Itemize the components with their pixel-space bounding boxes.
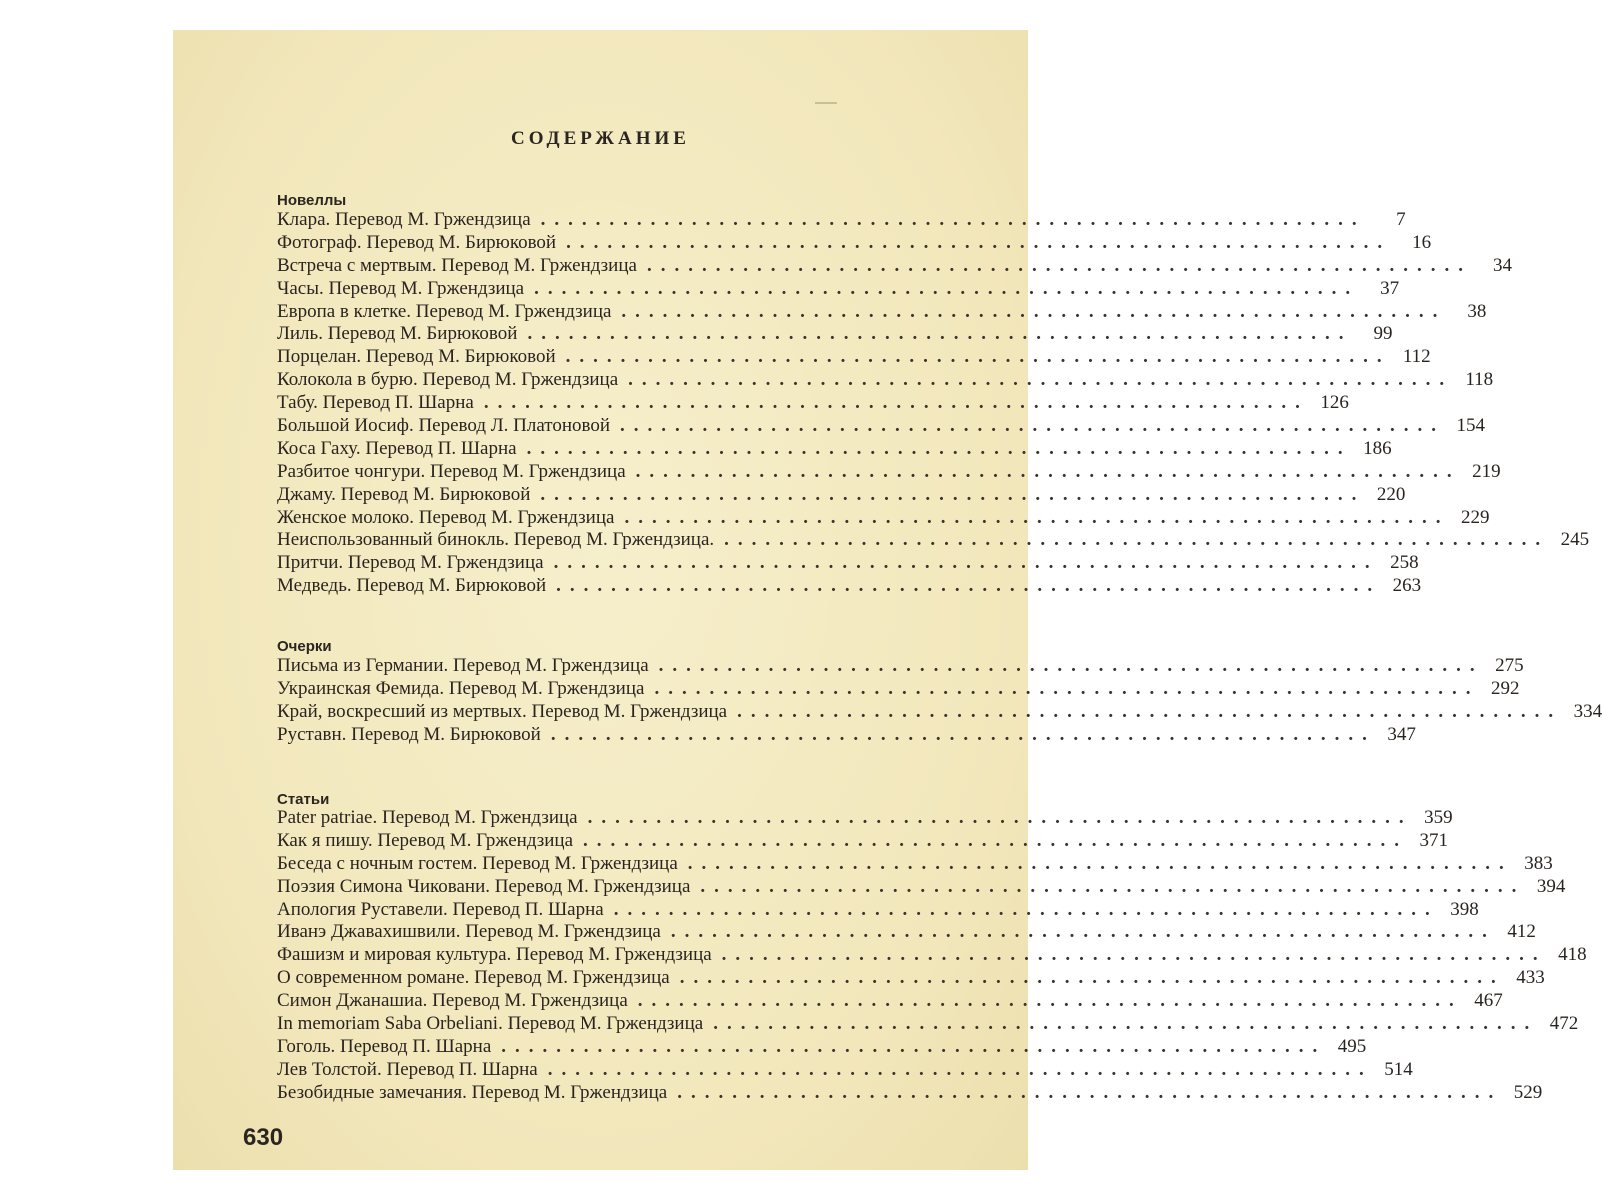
toc-entry (277, 829, 1449, 853)
toc-list-essays (277, 655, 1602, 747)
toc-entry (277, 990, 1503, 1013)
toc-entry-title: Письма из Германии. Перевод М. Гржендзица (277, 655, 649, 676)
toc-leader-dots: ............................................................ (550, 723, 1376, 745)
toc-entry-page: 418 (1558, 944, 1587, 966)
toc-entry-title: Клара. Перевод М. Гржендзица (277, 209, 531, 230)
toc-entry-page: 219 (1472, 460, 1501, 482)
section-heading-articles: Статьи (277, 791, 330, 808)
toc-entry (277, 346, 1431, 369)
toc-entry (277, 1058, 1413, 1082)
toc-entry-page: 118 (1465, 369, 1494, 391)
toc-entry-page: 16 (1412, 231, 1432, 253)
toc-leader-dots: ............................................................ (687, 852, 1513, 874)
toc-entry (277, 277, 1400, 301)
toc-entry (277, 1081, 1543, 1105)
toc-entry-title: Встреча с мертвым. Перевод М. Гржендзица (277, 254, 637, 276)
toc-entry-title: Украинская Фемида. Перевод М. Гржендзица (277, 677, 645, 699)
toc-entry-page: 245 (1560, 529, 1590, 551)
toc-entry (277, 921, 1536, 944)
toc-entry (277, 369, 1494, 392)
toc-entry-page: 220 (1376, 483, 1406, 505)
page-title: СОДЕРЖАНИЕ (511, 128, 690, 149)
toc-entry-title: Коса Гаху. Перевод П. Шарна (277, 437, 517, 459)
toc-leader-dots: ............................................................ (635, 460, 1461, 482)
toc-entry-title: Большой Иосиф. Перевод Л. Платоновой (277, 415, 611, 437)
toc-entry (277, 807, 1453, 830)
toc-entry (277, 483, 1406, 507)
toc-entry-page: 99 (1373, 323, 1393, 345)
toc-entry-title: Табу. Перевод П. Шарна (277, 392, 474, 414)
toc-leader-dots: ............................................................ (540, 209, 1366, 230)
toc-entry-title: Беседа с ночным гостем. Перевод М. Гржендзица (277, 852, 678, 874)
toc-entry-page: 258 (1390, 552, 1419, 574)
toc-entry (277, 1035, 1367, 1059)
toc-entry-title: Pater patriae. Перевод М. Гржендзица (277, 807, 578, 828)
toc-leader-dots: ............................................................ (628, 369, 1454, 391)
toc-leader-dots: ............................................................ (540, 483, 1366, 505)
toc-entry-page: 186 (1363, 437, 1392, 459)
toc-leader-dots: ............................................................ (658, 655, 1484, 676)
toc-leader-dots: ............................................................ (556, 575, 1382, 597)
toc-entry-page: 359 (1424, 807, 1453, 828)
toc-entry-title: Лиль. Перевод М. Бирюковой (277, 323, 518, 345)
toc-leader-dots: ............................................................ (624, 506, 1450, 528)
toc-entry (277, 529, 1590, 552)
toc-entry (277, 677, 1520, 701)
toc-entry-title: Край, воскресший из мертвых. Перевод М. Гржендзица (277, 700, 728, 722)
toc-leader-dots: ............................................................ (483, 392, 1309, 414)
toc-leader-dots: ............................................................ (613, 898, 1439, 920)
toc-leader-dots: ............................................................ (670, 921, 1496, 943)
toc-entry-page: 154 (1456, 415, 1486, 437)
toc-leader-dots: ............................................................ (679, 967, 1505, 989)
toc-entry-page: 7 (1396, 209, 1406, 230)
toc-entry (277, 700, 1602, 724)
toc-entry-title: Колокола в бурю. Перевод М. Гржендзица (277, 369, 619, 391)
toc-entry-title: Как я пишу. Перевод М. Гржендзица (277, 829, 574, 851)
toc-entry-page: 383 (1524, 852, 1553, 874)
toc-entry-page: 38 (1467, 300, 1487, 322)
toc-leader-dots: ............................................................ (565, 346, 1391, 368)
toc-entry-page: 529 (1513, 1081, 1543, 1103)
toc-entry-title: Гоголь. Перевод П. Шарна (277, 1035, 492, 1057)
toc-entry-title: Безобидные замечания. Перевод М. Гржендзица (277, 1081, 668, 1103)
toc-entry-page: 275 (1495, 655, 1524, 676)
toc-entry-title: Апология Руставели. Перевод П. Шарна (277, 898, 604, 920)
toc-leader-dots: ............................................................ (621, 300, 1447, 322)
toc-entry (277, 323, 1393, 346)
toc-leader-dots: ............................................................ (553, 552, 1379, 574)
toc-entry (277, 415, 1486, 438)
toc-entry-page: 398 (1450, 898, 1479, 920)
toc-entry (277, 655, 1524, 678)
toc-entry-title: In memoriam Saba Orbeliani. Перевод М. Гржендзица (277, 1013, 704, 1035)
toc-entry (277, 437, 1392, 461)
toc-leader-dots: ............................................................ (724, 529, 1550, 551)
toc-entry-title: Симон Джанашиа. Перевод М. Гржендзица (277, 990, 628, 1012)
toc-entry (277, 875, 1566, 899)
toc-entry-title: Поэзия Симона Чиковани. Перевод М. Гржендзица (277, 875, 691, 897)
toc-leader-dots: ............................................................ (700, 875, 1526, 897)
toc-leader-dots: ............................................................ (527, 323, 1353, 345)
toc-entry (277, 852, 1553, 876)
toc-leader-dots: ............................................................ (677, 1081, 1503, 1103)
toc-leader-dots: ............................................................ (637, 990, 1463, 1012)
toc-entry (277, 506, 1490, 530)
toc-entry-page: 433 (1516, 967, 1545, 989)
toc-entry-title: Европа в клетке. Перевод М. Гржендзица (277, 300, 612, 322)
toc-leader-dots: ............................................................ (526, 437, 1352, 459)
toc-leader-dots: ............................................................ (721, 944, 1547, 966)
toc-entry-title: Иванэ Джавахишвили. Перевод М. Гржендзица (277, 921, 661, 943)
toc-entry-title: Женское молоко. Перевод М. Гржендзица (277, 506, 615, 528)
toc-entry (277, 231, 1432, 255)
toc-entry-title: Фашизм и мировая культура. Перевод М. Гржендзица (277, 944, 712, 966)
toc-entry (277, 460, 1501, 484)
toc-entry (277, 723, 1416, 747)
toc-entry (277, 209, 1406, 232)
toc-entry-page: 292 (1490, 677, 1520, 699)
toc-entry-title: Притчи. Перевод М. Гржендзица (277, 552, 544, 574)
toc-entry-page: 467 (1474, 990, 1503, 1012)
toc-entry-title: Порцелан. Перевод М. Бирюковой (277, 346, 556, 368)
toc-entry (277, 552, 1419, 575)
toc-entry-page: 229 (1460, 506, 1490, 528)
toc-entry (277, 898, 1479, 922)
toc-entry (277, 300, 1487, 324)
toc-leader-dots: ............................................................ (620, 415, 1446, 437)
toc-leader-dots: ............................................................ (713, 1013, 1539, 1035)
toc-entry-page: 412 (1507, 921, 1536, 943)
toc-entry-page: 34 (1492, 254, 1512, 276)
toc-entry-title: Джаму. Перевод М. Бирюковой (277, 483, 531, 505)
toc-entry (277, 575, 1422, 598)
toc-entry-title: Неиспользованный бинокль. Перевод М. Гржендзица. (277, 529, 715, 551)
toc-entry (277, 254, 1512, 278)
toc-entry-page: 126 (1320, 392, 1349, 414)
toc-leader-dots: ............................................................ (654, 677, 1480, 699)
toc-entry (277, 1013, 1579, 1036)
toc-leader-dots: ............................................................ (737, 700, 1563, 722)
toc-entry-page: 495 (1337, 1035, 1367, 1057)
toc-entry-title: Разбитое чонгури. Перевод М. Гржендзица (277, 460, 626, 482)
toc-entry-page: 394 (1536, 875, 1566, 897)
toc-leader-dots: ............................................................ (566, 231, 1392, 253)
toc-entry (277, 967, 1545, 990)
section-heading-novellas: Новеллы (277, 192, 347, 209)
toc-entry (277, 392, 1349, 415)
page-number: 630 (243, 1124, 284, 1151)
toc-entry-page: 514 (1384, 1058, 1413, 1080)
toc-entry-title: Лев Толстой. Перевод П. Шарна (277, 1058, 538, 1080)
toc-entry (277, 944, 1587, 967)
toc-leader-dots: ............................................................ (587, 807, 1413, 828)
toc-entry-title: Медведь. Перевод М. Бирюковой (277, 575, 547, 597)
toc-entry-title: Руставн. Перевод М. Бирюковой (277, 723, 541, 745)
toc-entry-page: 112 (1402, 346, 1431, 368)
toc-entry-page: 371 (1419, 829, 1449, 851)
toc-entry-title: О современном романе. Перевод М. Гржендзица (277, 967, 670, 989)
toc-entry-page: 472 (1549, 1013, 1579, 1035)
toc-leader-dots: ............................................................ (547, 1058, 1373, 1080)
section-heading-essays: Очерки (277, 638, 332, 655)
toc-list-articles (277, 807, 1587, 1105)
toc-entry-page: 347 (1387, 723, 1416, 745)
toc-list-novellas (277, 209, 1590, 598)
toc-leader-dots: ............................................................ (583, 829, 1409, 851)
toc-leader-dots: ............................................................ (501, 1035, 1327, 1057)
toc-entry-page: 263 (1392, 575, 1422, 597)
toc-entry-title: Фотограф. Перевод М. Бирюковой (277, 231, 557, 253)
toc-entry-title: Часы. Перевод М. Гржендзица (277, 277, 525, 299)
toc-leader-dots: ............................................................ (534, 277, 1360, 299)
paper-smudge (815, 102, 837, 104)
book-page (173, 30, 1602, 1170)
toc-entry-page: 334 (1573, 700, 1602, 722)
toc-entry-page: 37 (1380, 277, 1400, 299)
toc-leader-dots: ............................................................ (646, 254, 1472, 276)
